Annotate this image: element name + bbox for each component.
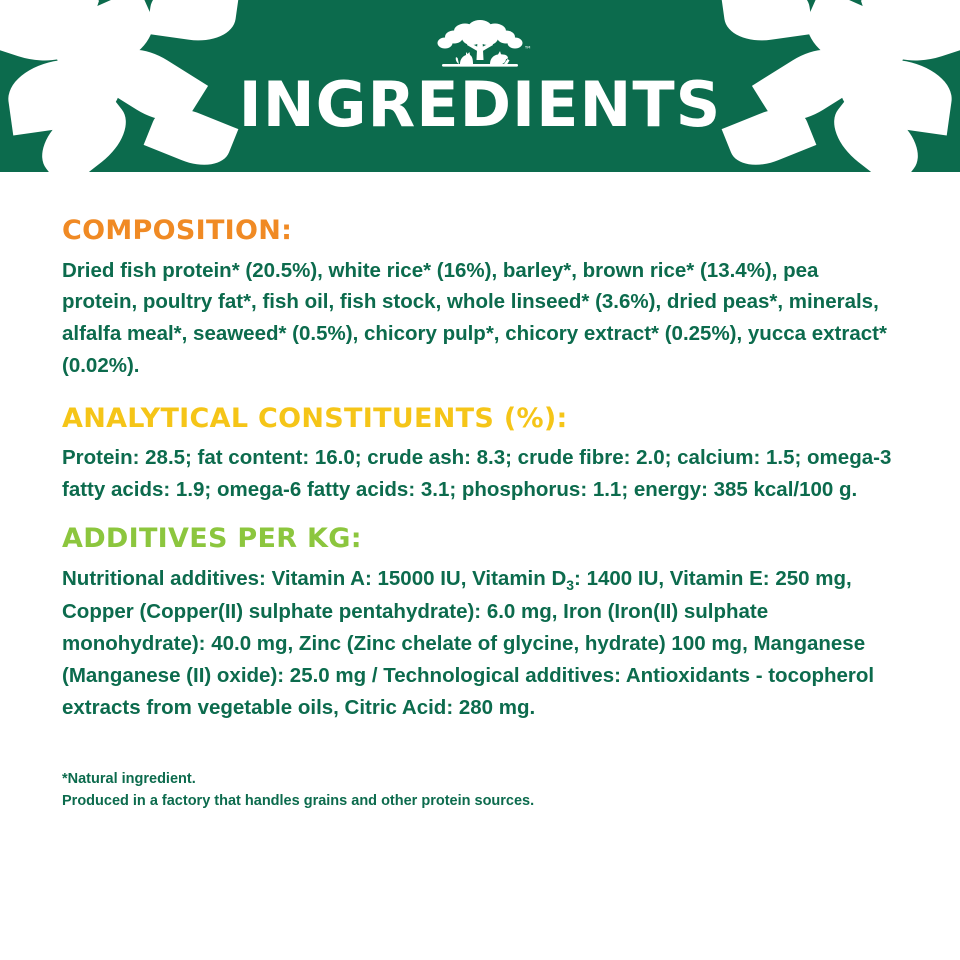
ingredients-content — [0, 172, 960, 813]
leaf-icon — [147, 0, 240, 46]
additives-heading: ADDITIVES PER KG: — [62, 522, 362, 554]
leaf-icon — [0, 0, 99, 75]
composition-heading: COMPOSITION: — [62, 215, 293, 246]
footnotes — [62, 769, 898, 813]
footnote-natural-ingredient: *Natural ingredient. — [62, 771, 196, 788]
composition-text: Dried fish protein* (20.5%), white rice* (16%), barley*, brown rice* (13.4%), pea protein, poultry fat*, fish oil, fish stock, whole linseed* (3.6%), dried peas*, minerals, alfalfa meal*, seaweed* (0.5%), chicory pulp*, chicory extract* (0.25%), yucca extract* (0.02%). — [62, 258, 887, 377]
tree-with-cat-and-dog-icon — [420, 14, 540, 76]
additives-text — [62, 563, 898, 724]
analytical-constituents-text: Protein: 28.5; fat content: 16.0; crude ash: 8.3; crude fibre: 2.0; calcium: 1.5; omega-3 fatty acids: 1.9; omega-6 fatty acids: 3.1; phosphorus: 1.1; energy: 385 kcal/100 g. — [62, 446, 892, 502]
section-analytical-constituents — [62, 404, 898, 506]
footnote-factory-notice: Produced in a factory that handles grains and other protein sources. — [62, 793, 535, 810]
page-header — [0, 0, 960, 172]
additives-text-part-2: : 1400 IU, Vitamin E: 250 mg, Copper (Copper(II) sulphate pentahydrate): 6.0 mg, Iron (Iron(II) sulphate monohydrate): 40.0 mg, Zinc (Zinc chelate of glycine, hydrate) 100 mg, Manganese (Manganese (II) oxide): 25.0 mg / Technological additives: Antioxidants - tocopherol extracts from vegetable oils, Citric Acid: 280 mg. — [62, 566, 875, 719]
additives-text-part-1: Nutritional additives: Vitamin A: 15000 IU, Vitamin D — [62, 566, 567, 590]
leaf-icon — [721, 0, 814, 46]
leaf-icon — [861, 0, 960, 75]
svg-text:™: ™ — [524, 45, 532, 54]
brand-logo — [420, 14, 540, 76]
section-additives — [62, 524, 898, 723]
analytical-constituents-heading: ANALYTICAL CONSTITUENTS (%): — [62, 402, 568, 434]
page-title: INGREDIENTS — [238, 68, 722, 141]
section-composition — [62, 216, 898, 382]
vitamin-d3-subscript: 3 — [566, 576, 575, 593]
